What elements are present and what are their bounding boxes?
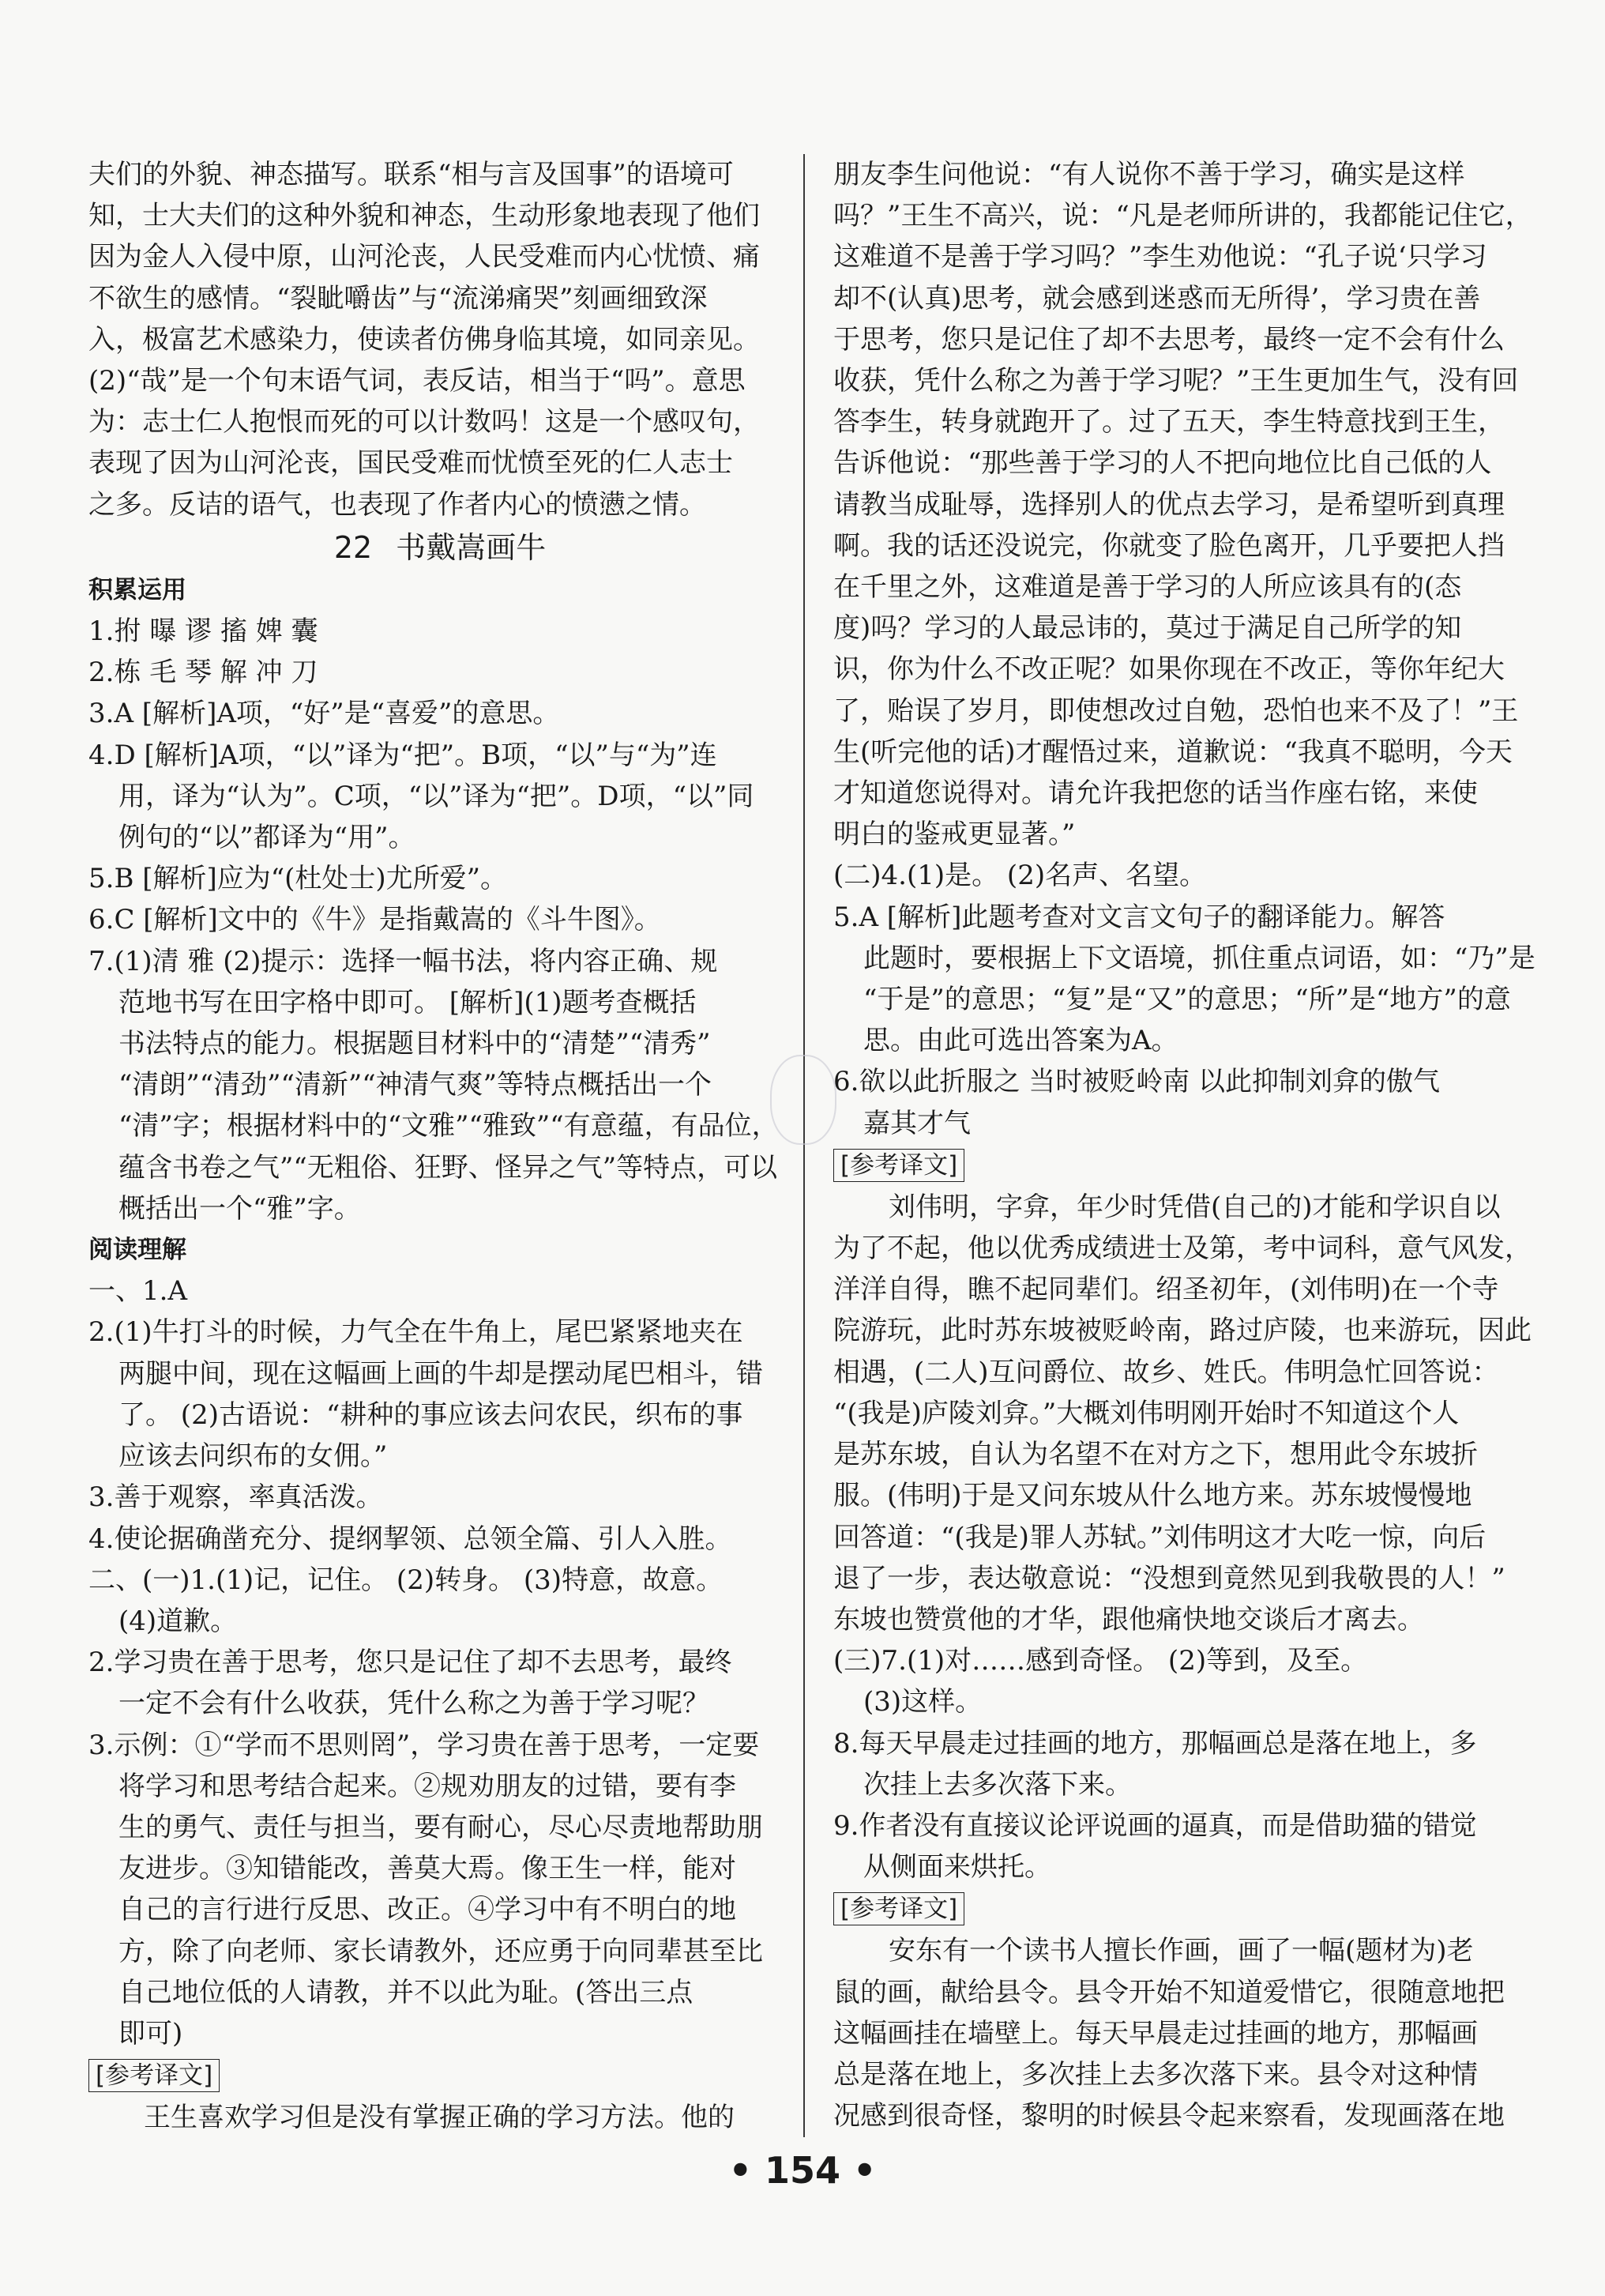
- text-line: 友进步。③知错能改，善莫大焉。像王生一样，能对: [118, 1853, 736, 1885]
- text-line: 表现了因为山河沦丧，国民受难而忧愤至死的仁人志士: [88, 447, 733, 480]
- text-line: 退了一步，表达敬意说：“没想到竟然见到我敬畏的人！”: [833, 1562, 1505, 1594]
- text-line: (3)这样。: [863, 1686, 983, 1718]
- text-line: 将学习和思考结合起来。②规劝朋友的过错，要有李: [118, 1770, 736, 1802]
- text-line: 两腿中间，现在这幅画上画的牛却是摆动尾巴相斗，错: [118, 1357, 763, 1390]
- text-line: 5.B [解析]应为“(杜处士)尤所爱”。: [88, 863, 508, 895]
- text-line: 入，极富艺术感染力，使读者仿佛身临其境，如同亲见。: [88, 323, 760, 356]
- text-line: (三)7.(1)对……感到奇怪。 (2)等到，及至。: [833, 1645, 1368, 1677]
- column-divider: [803, 154, 805, 2137]
- section-heading: 积累运用: [88, 575, 186, 604]
- text-line: 啊。我的话还没说完，你就变了脸色离开，几乎要把人挡: [833, 529, 1505, 562]
- text-line: 院游玩，此时苏东坡被贬岭南，路过庐陵，也来游玩，因此: [833, 1315, 1532, 1347]
- text-line: 8.每天早晨走过挂画的地方，那幅画总是落在地上，多: [833, 1727, 1477, 1760]
- text-line: 服。(伟明)于是又问东坡从什么地方来。苏东坡慢慢地: [833, 1480, 1472, 1512]
- text-line: “(我是)庐陵刘弇。”大概刘伟明刚开始时不知道这个人: [833, 1397, 1460, 1429]
- text-line: “清”字；根据材料中的“文雅”“雅致”“有意蕴，有品位，: [118, 1110, 779, 1142]
- text-line: 应该去问织布的女佣。”: [118, 1440, 388, 1473]
- text-line: 1.拊 曝 谬 搐 婢 囊: [88, 615, 318, 648]
- text-line: 从侧面来烘托。: [863, 1851, 1051, 1884]
- text-line: 蕴含书卷之气”“无粗俗、狂野、怪异之气”等特点，可以: [118, 1151, 778, 1184]
- text-line: 东坡也赞赏他的才华，跟他痛快地交谈后才离去。: [833, 1603, 1424, 1635]
- text-line: 2.学习贵在善于思考，您只是记住了却不去思考，最终: [88, 1647, 732, 1679]
- text-line: “清朗”“清劲”“清新”“神清气爽”等特点概括出一个: [118, 1069, 712, 1101]
- text-line: 4.D [解析]A项，“以”译为“把”。B项，“以”与“为”连: [88, 739, 717, 771]
- text-line: 2.(1)牛打斗的时候，力气全在牛角上，尾巴紧紧地夹在: [88, 1316, 743, 1349]
- text-line: (二)4.(1)是。 (2)名声、名望。: [833, 860, 1207, 892]
- text-line: 自己的言行进行反思、改正。④学习中有不明白的地: [118, 1894, 736, 1926]
- text-line: 6.欲以此折服之 当时被贬岭南 以此抑制刘弇的傲气: [833, 1066, 1441, 1098]
- text-line: 3.A [解析]A项，“好”是“喜爱”的意思。: [88, 698, 560, 730]
- text-line: 思。由此可选出答案为A。: [863, 1025, 1178, 1057]
- text-line: 知，士大夫们的这种外貌和神态，生动形象地表现了他们: [88, 200, 760, 232]
- text-line: 一、1.A: [88, 1275, 187, 1308]
- lesson-title: [88, 525, 791, 570]
- reference-tag: [参考译文]: [833, 1149, 964, 1182]
- text-line: 洋洋自得，瞧不起同辈们。绍圣初年，(刘伟明)在一个寺: [833, 1274, 1499, 1306]
- text-line: 请教当成耻辱，选择别人的优点去学习，是希望听到真理: [833, 488, 1505, 521]
- text-line: 为：志士仁人抱恨而死的可以计数吗！这是一个感叹句，: [88, 406, 760, 438]
- text-line: (2)“哉”是一个句末语气词，表反诘，相当于“吗”。意思: [88, 365, 746, 397]
- text-line: 用，译为“认为”。C项，“以”译为“把”。D项，“以”同: [118, 780, 754, 812]
- text-line: 却不(认真)思考，就会感到迷惑而无所得’，学习贵在善: [833, 282, 1481, 314]
- text-line: 明白的鉴戒更显著。”: [833, 819, 1076, 851]
- reference-translation-heading: [88, 2054, 791, 2097]
- text-line: 之多。反诘的语气，也表现了作者内心的愤懑之情。: [88, 488, 706, 521]
- lesson-number: 22: [333, 529, 373, 565]
- text-line: 方，除了向老师、家长请教外，还应勇于向同辈甚至比: [118, 1935, 763, 1967]
- reference-translation-heading: [833, 1888, 1536, 1930]
- text-line: 不欲生的感情。“裂眦嚼齿”与“流涕痛哭”刻画细致深: [88, 282, 708, 314]
- text-line: 自己地位低的人请教，并不以此为耻。(答出三点: [118, 1976, 693, 2008]
- text-line: 9.作者没有直接议论评说画的逼真，而是借助猫的错觉: [833, 1809, 1477, 1842]
- text-line: (4)道歉。: [118, 1605, 238, 1637]
- left-column: [88, 154, 791, 2138]
- text-line: 生的勇气、责任与担当，要有耐心，尽心尽责地帮助朋: [118, 1811, 763, 1843]
- text-line: 答李生，转身就跑开了。过了五天，李生特意找到王生，: [833, 406, 1505, 438]
- text-line: 4.使论据确凿充分、提纲挈领、总领全篇、引人入胜。: [88, 1523, 732, 1555]
- text-line: 次挂上去多次落下来。: [863, 1768, 1132, 1801]
- text-line: 况感到很奇怪，黎明的时候县令起来察看，发现画落在地: [833, 2100, 1505, 2132]
- text-line: 回答道：“(我是)罪人苏轼。”刘伟明这才大吃一惊，向后: [833, 1521, 1487, 1553]
- text-line: 总是落在地上，多次挂上去多次落下来。县令对这种情: [833, 2058, 1478, 2091]
- text-line: 王生喜欢学习但是没有掌握正确的学习方法。他的: [144, 2102, 735, 2134]
- text-line: 是苏东坡，自认为名望不在对方之下，想用此令东坡折: [833, 1439, 1478, 1471]
- text-line: 告诉他说：“那些善于学习的人不把向地位比自己低的人: [833, 447, 1492, 480]
- text-line: 吗？”王生不高兴，说：“凡是老师所讲的，我都能记住它，: [833, 200, 1532, 232]
- text-line: 嘉其才气: [863, 1107, 971, 1139]
- text-line: 6.C [解析]文中的《牛》是指戴嵩的《斗牛图》。: [88, 904, 661, 936]
- text-line: 2.栋 毛 琴 解 冲 刀: [88, 657, 318, 689]
- reference-tag: [参考译文]: [833, 1892, 964, 1925]
- text-line: 范地书写在田字格中即可。 [解析](1)题考查概括: [118, 986, 697, 1018]
- text-line: 因为金人入侵中原，山河沦丧，人民受难而内心忧愤、痛: [88, 241, 760, 273]
- text-line: 相遇，(二人)互问爵位、故乡、姓氏。伟明急忙回答说：: [833, 1356, 1499, 1388]
- text-line: 度)吗？学习的人最忌讳的，莫过于满足自己所学的知: [833, 612, 1462, 645]
- text-line: “于是”的意思；“复”是“又”的意思；“所”是“地方”的意: [863, 984, 1511, 1016]
- reference-tag: [参考译文]: [88, 2059, 220, 2092]
- section-heading: 阅读理解: [88, 1236, 186, 1265]
- text-line: 概括出一个“雅”字。: [118, 1192, 361, 1225]
- text-line: 例句的“以”都译为“用”。: [118, 822, 415, 854]
- text-line: 夫们的外貌、神态描写。联系“相与言及国事”的语境可: [88, 159, 734, 190]
- text-line: 识，你为什么不改正呢？如果你现在不改正，等你年纪大: [833, 653, 1505, 686]
- text-line: 书法特点的能力。根据题目材料中的“清楚”“清秀”: [118, 1028, 711, 1060]
- reference-translation-heading: [833, 1144, 1536, 1187]
- text-line: 二、(一)1.(1)记，记住。 (2)转身。 (3)特意，故意。: [88, 1564, 724, 1596]
- text-line: 3.示例：①“学而不思则罔”，学习贵在善于思考，一定要: [88, 1729, 760, 1761]
- text-line: 在千里之外，这难道是善于学习的人所应该具有的(态: [833, 571, 1462, 604]
- text-line: 安东有一个读书人擅长作画，画了一幅(题材为)老: [889, 1935, 1474, 1967]
- right-column: [833, 154, 1536, 2136]
- page-number: • 154 •: [728, 2149, 877, 2192]
- text-line: 于思考，您只是记住了却不去思考，最终一定不会有什么: [833, 323, 1505, 356]
- text-line: 此题时，要根据上下文语境，抓住重点词语，如：“乃”是: [863, 942, 1535, 974]
- text-line: 才知道您说得对。请允许我把您的话当作座右铭，来使: [833, 777, 1478, 810]
- text-line: 了。 (2)古语说：“耕种的事应该去问农民，织布的事: [118, 1398, 743, 1431]
- text-line: 一定不会有什么收获，凭什么称之为善于学习呢？: [118, 1688, 709, 1720]
- text-line: 3.善于观察，率真活泼。: [88, 1481, 383, 1514]
- text-line: 刘伟明，字弇，年少时凭借(自己的)才能和学识自以: [889, 1191, 1501, 1223]
- text-line: 朋友李生问他说：“有人说你不善于学习，确实是这样: [833, 159, 1465, 190]
- text-line: 收获，凭什么称之为善于学习呢？”王生更加生气，没有回: [833, 365, 1519, 397]
- text-line: 这难道不是善于学习吗？”李生劝他说：“孔子说‘只学习: [833, 241, 1487, 273]
- text-line: 为了不起，他以优秀成绩进士及第，考中词科，意气风发，: [833, 1233, 1532, 1265]
- lesson-name: 书戴嵩画牛: [396, 529, 547, 565]
- text-line: 这幅画挂在墙壁上。每天早晨走过挂画的地方，那幅画: [833, 2017, 1478, 2049]
- text-line: 即可): [118, 2017, 183, 2049]
- text-line: 5.A [解析]此题考查对文言文句子的翻译能力。解答: [833, 901, 1445, 933]
- text-line: 7.(1)清 雅 (2)提示：选择一幅书法，将内容正确、规: [88, 945, 718, 977]
- text-line: 鼠的画，献给县令。县令开始不知道爱惜它，很随意地把: [833, 1976, 1505, 2008]
- watermark-stamp: [770, 1055, 836, 1145]
- text-line: 生(听完他的话)才醒悟过来，道歉说：“我真不聪明，今天: [833, 736, 1513, 768]
- text-line: 了，贻误了岁月，即使想改过自勉，恐怕也来不及了！”王: [833, 694, 1519, 727]
